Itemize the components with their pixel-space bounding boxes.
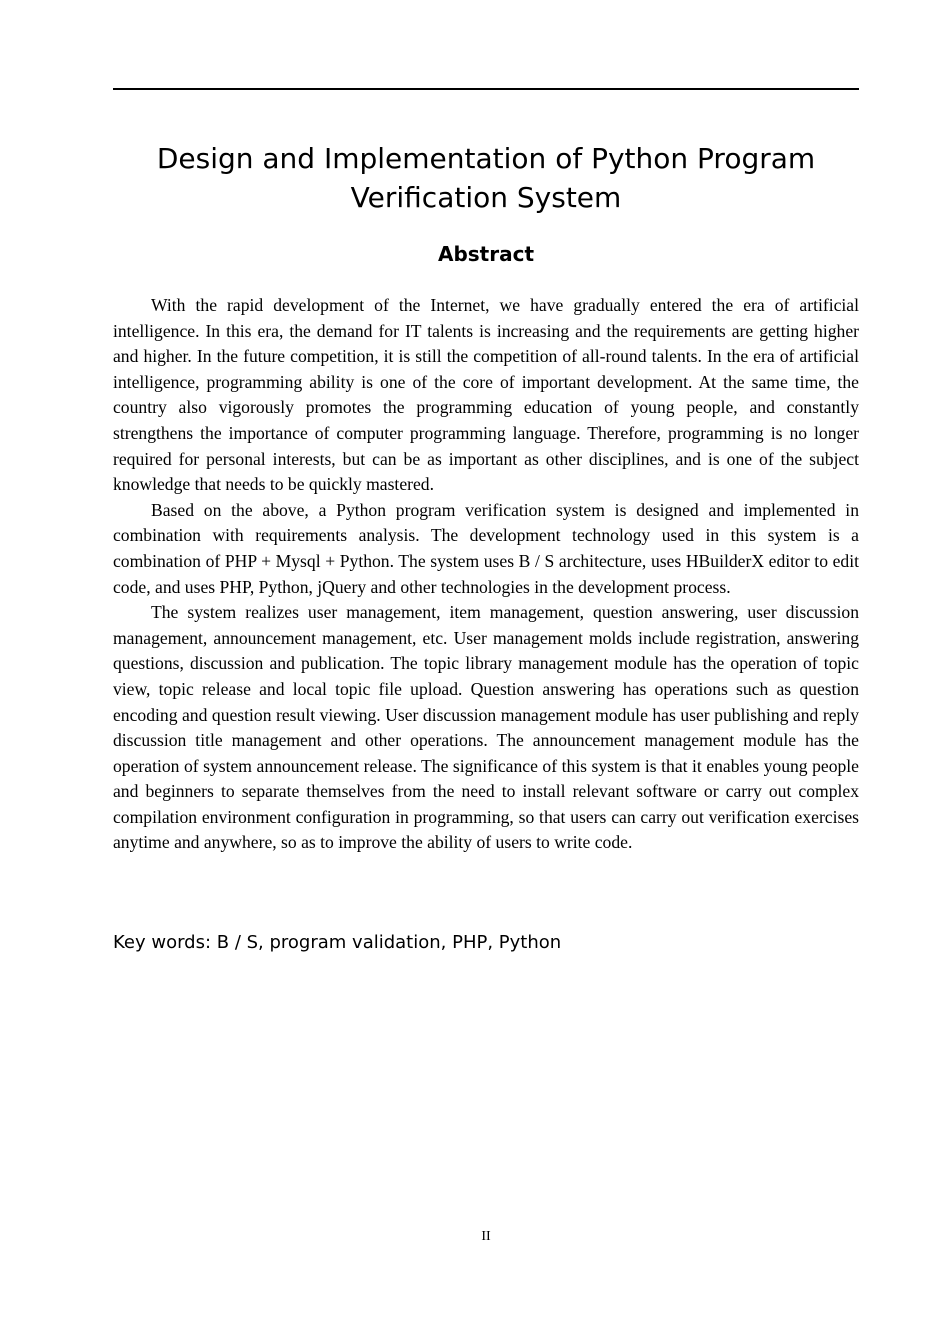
abstract-paragraph: The system realizes user management, item management, question answering, user discussion management, announcement management, etc. User management molds include registration, answering questions, discussion and publication. The topic library management module has the operation of topic view, topic release and local topic file upload. Question answering has operations such as question encoding and question result viewing. User discussion management module has user publishing and reply discussion title management and other operations. The announcement management module has the operation of system announcement release. The significance of this system is that it enables young people and beginners to separate themselves from the need to install relevant software or carry out complex compilation environment configuration in programming, so that users can carry out verification exercises anytime and anywhere, so as to improve the ability of users to write code. [113, 602, 859, 853]
abstract-paragraph: With the rapid development of the Internet, we have gradually entered the era of artificial intelligence. In this era, the demand for IT talents is increasing and the requirements are getting higher and higher. In the future competition, it is still the competition of all-round talents. In the era of artificial intelligence, programming ability is one of the core of important development. At the same time, the country also vigorously promotes the programming education of young people, and constantly strengthens the importance of computer programming language. Therefore, programming is no longer required for personal interests, but can be as important as other disciplines, and is one of the subject knowledge that needs to be quickly mastered. [113, 295, 859, 495]
abstract-paragraph: Based on the above, a Python program verification system is designed and implemented in combination with requirements analysis. The development technology used in this system is a combination of PHP + Mysql + Python. The system uses B / S architecture, uses HBuilderX editor to edit code, and uses PHP, Python, jQuery and other technologies in the development process. [113, 499, 859, 597]
abstract-heading: Abstract [437, 242, 535, 266]
header-rule [113, 88, 859, 90]
page-number: II [481, 1229, 491, 1244]
document-title: Design and Implementation of Python Program Verification System [156, 142, 816, 214]
abstract-body [113, 293, 859, 856]
keywords-line: Key words: B / S, program validation, PHP, Python [113, 932, 562, 953]
